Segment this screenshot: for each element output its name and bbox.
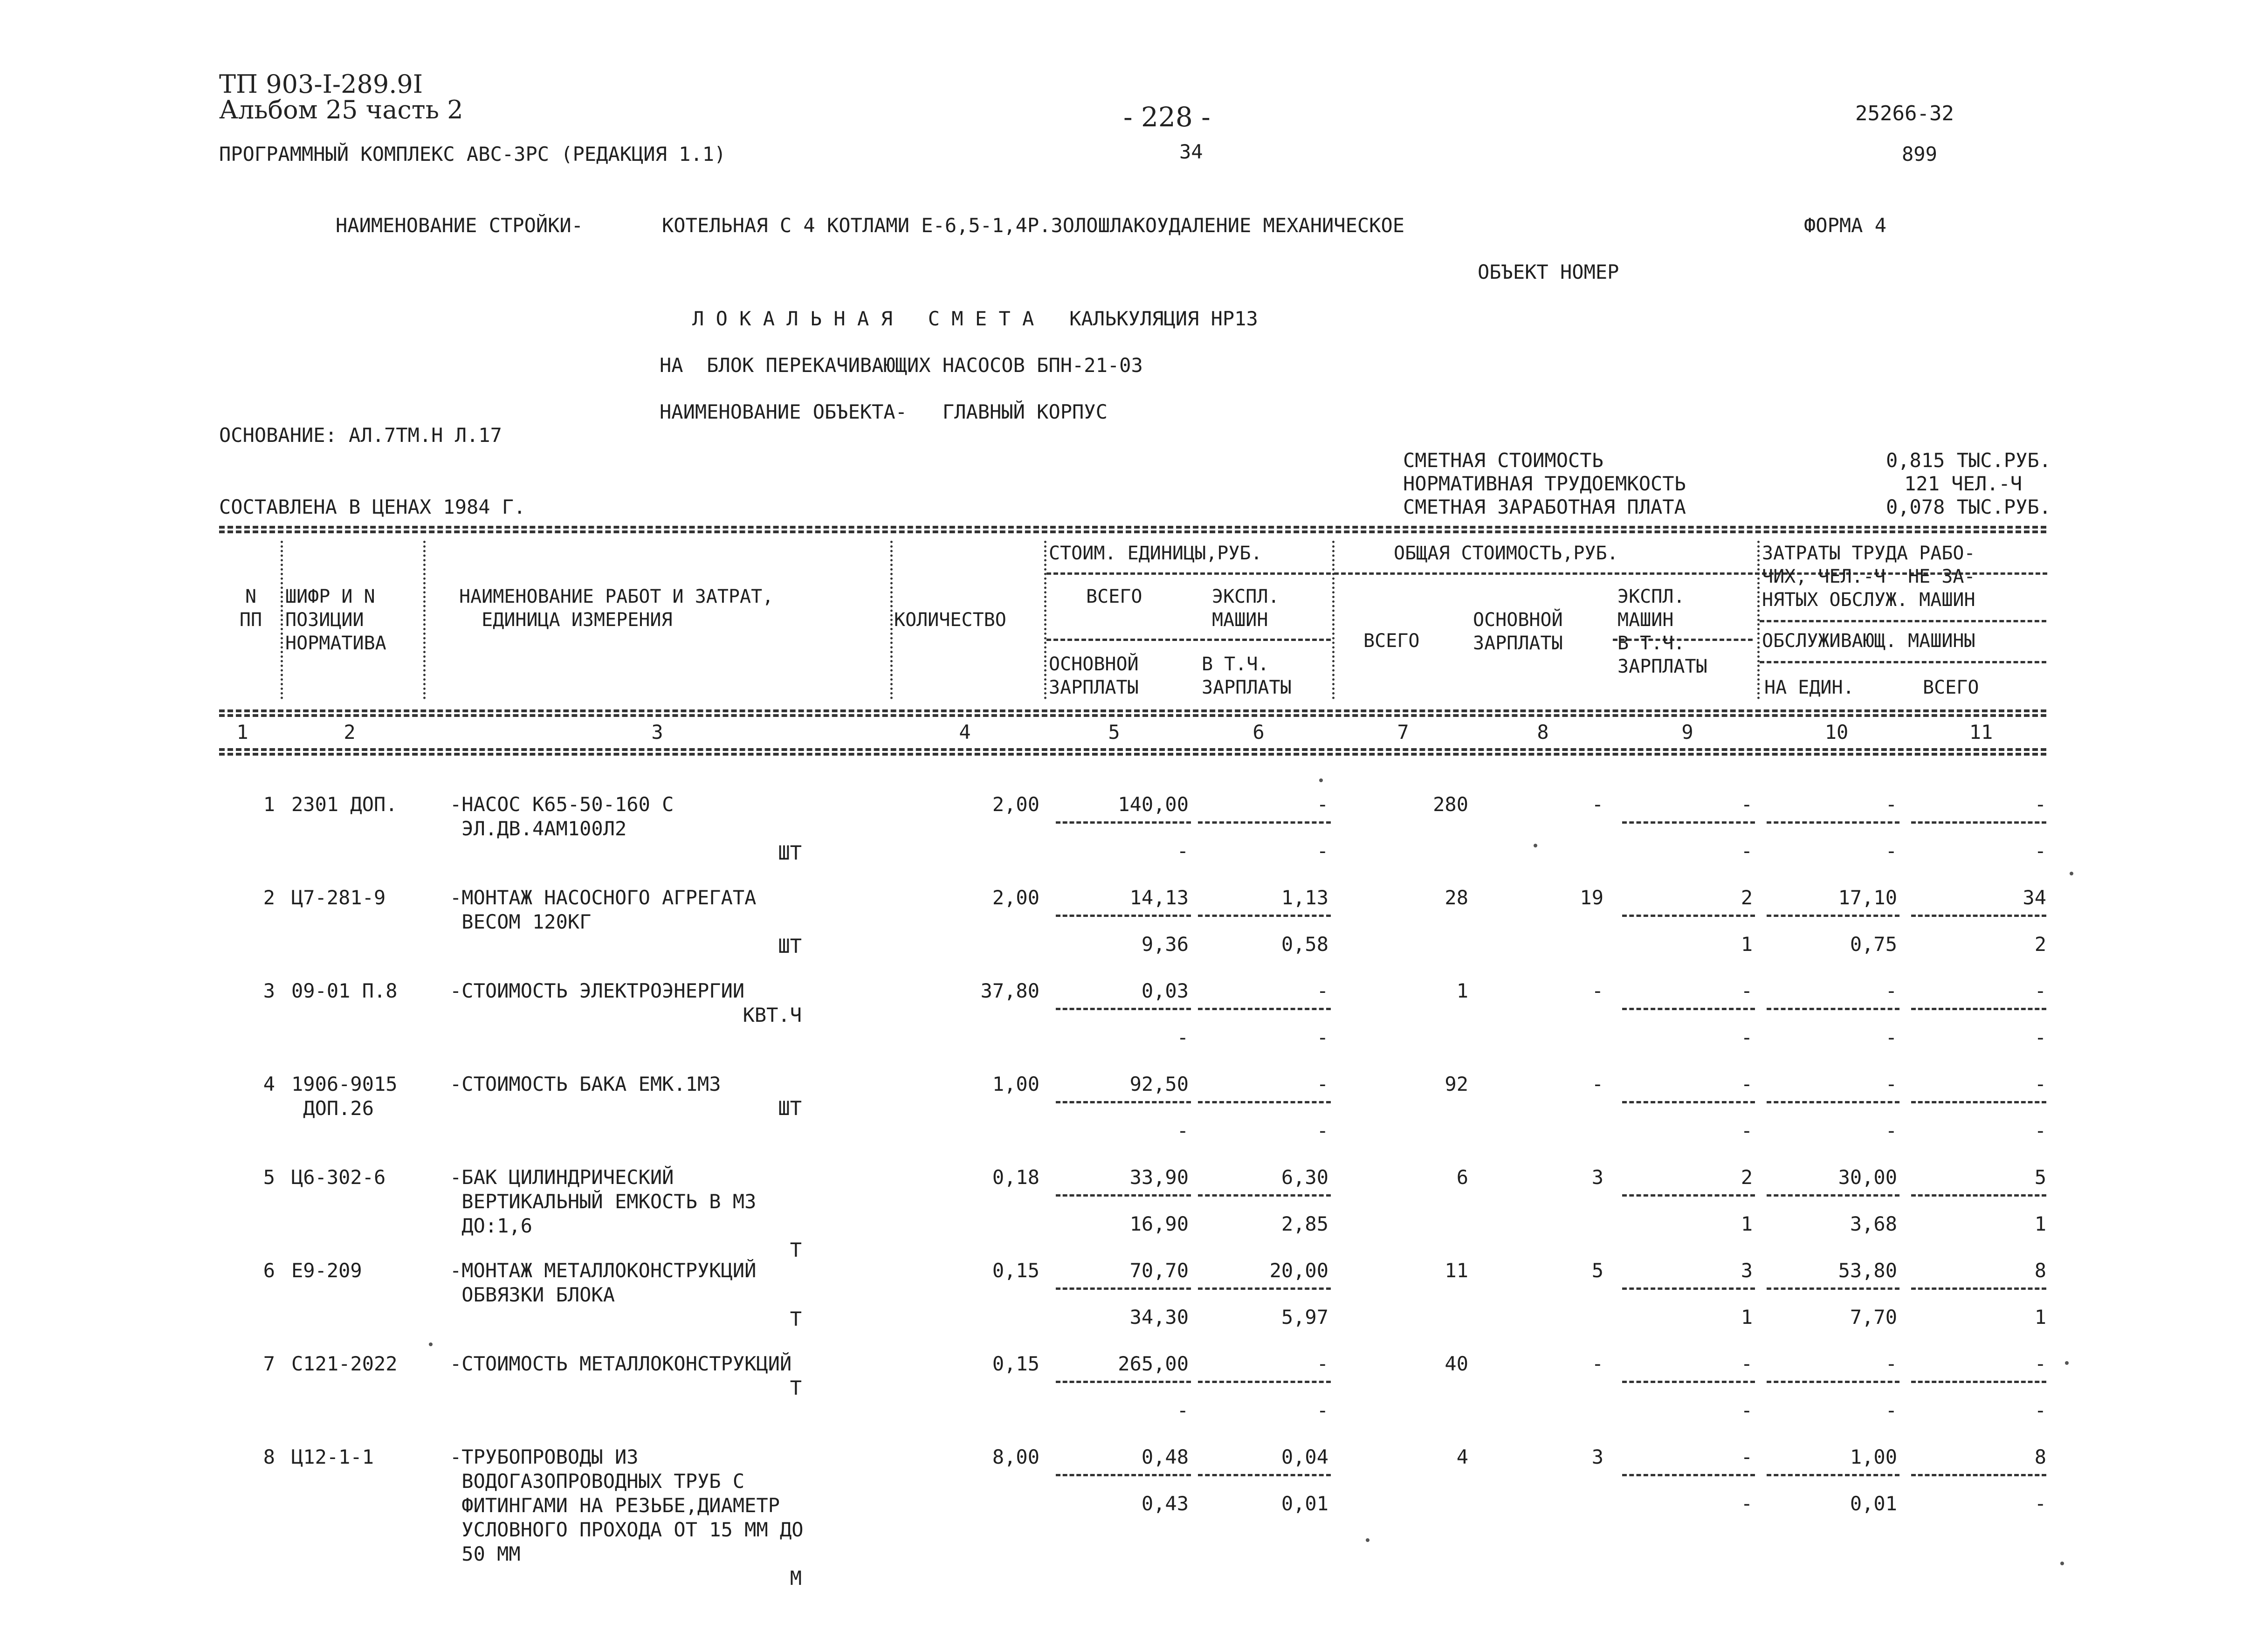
row-unit-machines: 1,13 [1281,886,1328,909]
column-numbers-rule [219,748,2046,751]
row-quantity: 2,00 [992,793,1039,816]
row-name: -НАСОС К65-50-160 С ЭЛ.ДВ.4АМ100Л2 [450,793,674,840]
cell-rule [1622,1194,1755,1197]
row-labor-total: 34 [2023,886,2046,909]
row-total: 92 [1445,1073,1468,1095]
row-name: -СТОИМОСТЬ ЭЛЕКТРОЭНЕРГИИ [450,979,745,1002]
column-numbers-rule-2 [219,753,2046,756]
sheet-number: 34 [1179,140,1203,163]
cell-rule [1056,1474,1191,1476]
row-number: 8 [263,1446,275,1468]
row-total-machines: - [1741,793,1753,816]
row-unit-total: 14,13 [1129,886,1189,909]
row-total: 11 [1445,1259,1468,1282]
cell-rule [1056,1008,1191,1010]
row-unit-total: 0,48 [1141,1446,1189,1468]
col-number: 6 [1252,721,1265,743]
row-unit-wages: 0,43 [1141,1492,1189,1515]
row-unit-machine-wages: - [1316,1399,1328,1422]
row-unit-machine-wages: - [1316,840,1328,862]
row-unit: ШТ [778,935,802,957]
program-name: ПРОГРАММНЫЙ КОМПЛЕКС АВС-3РС (РЕДАКЦИЯ 1.1) [219,143,726,165]
prices-year: СОСТАВЛЕНА В ЦЕНАХ 1984 Г. [219,496,526,518]
row-machine-wages: 1 [1741,1212,1753,1235]
col-header-6b: В Т.Ч. ЗАРПЛАТЫ [1202,654,1292,698]
row-total-machines: - [1741,1073,1753,1095]
col-number: 8 [1537,721,1549,743]
row-machine-wages: - [1741,1399,1753,1422]
row-labor-unit-machines: 0,75 [1850,933,1897,956]
col-header-name: НАИМЕНОВАНИЕ РАБОТ И ЗАТРАТ, ЕДИНИЦА ИЗМЕРЕНИЯ [459,586,774,631]
row-number: 1 [263,793,275,816]
row-labor-unit-machines: - [1885,1026,1897,1049]
row-quantity: 8,00 [992,1446,1039,1468]
row-machine-wages: - [1741,840,1753,862]
row-total-wages: - [1591,1352,1603,1375]
col-header-qty: КОЛИЧЕСТВО [894,609,1006,631]
row-unit-machines: 20,00 [1269,1259,1328,1282]
cell-rule [1767,1008,1899,1010]
row-labor-total: - [2034,979,2046,1002]
row-machine-wages: - [1741,1026,1753,1049]
summary-value-cost: 0,815 ТЫС.РУБ. [1885,449,2051,472]
col-divider [423,541,426,699]
col-number: 5 [1108,721,1120,743]
col-divider [281,541,283,699]
row-labor-unit: 1,00 [1850,1446,1897,1468]
cell-rule [1911,1101,2046,1103]
cell-rule [1056,1381,1191,1383]
col-number: 10 [1824,721,1849,743]
cell-rule [1198,1101,1331,1103]
col-header-5a: ВСЕГО [1086,586,1142,607]
row-unit-machine-wages: 0,01 [1281,1492,1328,1515]
row-labor-total: 5 [2034,1166,2046,1189]
cell-rule [1767,1474,1899,1476]
row-code: С121-2022 [291,1352,398,1375]
row-unit-machines: - [1316,979,1328,1002]
col-divider [1332,541,1335,699]
cell-rule [1056,915,1191,917]
row-code: 09-01 П.8 [291,979,398,1002]
col-header-labor-machines: ОБСЛУЖИВАЮЩ. МАШИНЫ [1762,630,1975,652]
row-labor-unit: 17,10 [1838,886,1897,909]
row-labor-unit-machines: 7,70 [1850,1306,1897,1328]
row-total-machines: 2 [1741,1166,1753,1189]
row-total-machines: - [1741,1352,1753,1375]
object-name: НАИМЕНОВАНИЕ ОБЪЕКТА- ГЛАВНЫЙ КОРПУС [660,400,1108,423]
col-header-11: ВСЕГО [1923,677,1979,698]
cell-rule [1622,1381,1755,1383]
cell-rule [1767,1381,1899,1383]
sheet-number-2: 899 [1902,143,1937,165]
cell-rule [1911,1474,2046,1476]
row-unit-wages: - [1177,1026,1189,1049]
row-labor-unit-machines: 3,68 [1850,1212,1897,1235]
row-quantity: 37,80 [980,979,1039,1002]
cell-rule [1198,1287,1331,1290]
col-number: 3 [651,721,663,743]
row-unit-total: 33,90 [1129,1166,1189,1189]
summary-label-wages: СМЕТНАЯ ЗАРАБОТНАЯ ПЛАТА [1403,496,1686,518]
col-number: 9 [1681,721,1693,743]
row-labor-unit-machines: - [1885,840,1897,862]
row-machine-wages: - [1741,1492,1753,1515]
row-total-wages: 3 [1591,1166,1603,1189]
cell-rule [1056,1287,1191,1290]
row-unit-wages: 34,30 [1129,1306,1189,1328]
scan-speck [429,1342,433,1346]
row-unit-total: 140,00 [1118,793,1189,816]
row-number: 2 [263,886,275,909]
row-labor-total-machines: 2 [2034,933,2046,956]
col-number: 7 [1397,721,1409,743]
row-total: 28 [1445,886,1468,909]
row-labor-unit-machines: - [1885,1399,1897,1422]
row-unit: ШТ [778,1097,802,1120]
row-labor-total-machines: 1 [2034,1212,2046,1235]
scan-speck [2070,872,2073,875]
row-code: Е9-209 [291,1259,362,1282]
row-number: 3 [263,979,275,1002]
row-code: 1906-9015 ДОП.26 [291,1073,398,1120]
row-labor-unit-machines: - [1885,1119,1897,1142]
row-unit-wages: - [1177,840,1189,862]
row-total-machines: - [1741,979,1753,1002]
row-total: 1 [1456,979,1468,1002]
col-header-7: ВСЕГО [1363,630,1420,652]
construction-name: КОТЕЛЬНАЯ С 4 КОТЛАМИ Е-6,5-1,4Р.ЗОЛОШЛАКОУДАЛЕНИЕ МЕХАНИЧЕСКОЕ [662,214,1405,237]
row-labor-total-machines: - [2034,1026,2046,1049]
scan-speck [1534,844,1537,847]
header-top-rule [219,526,2046,529]
cell-rule [1911,915,2046,917]
object-number-label: ОБЪЕКТ НОМЕР [1478,261,1619,283]
row-unit: Т [790,1377,802,1399]
row-labor-total-machines: - [2034,1119,2046,1142]
col-number: 1 [236,721,248,743]
header-top-rule-2 [219,530,2046,533]
row-unit-machine-wages: 0,58 [1281,933,1328,956]
row-number: 7 [263,1352,275,1375]
row-name: -БАК ЦИЛИНДРИЧЕСКИЙ ВЕРТИКАЛЬНЫЙ ЕМКОСТЬ В М3 ДО:1,6 [450,1166,757,1237]
cell-rule [1198,1194,1331,1197]
row-total-wages: 5 [1591,1259,1603,1282]
row-unit: ШТ [778,841,802,864]
row-name: -СТОИМОСТЬ БАКА ЕМК.1М3 [450,1073,721,1095]
row-unit-machine-wages: - [1316,1026,1328,1049]
cell-rule [1911,1381,2046,1383]
summary-label-cost: СМЕТНАЯ СТОИМОСТЬ [1403,449,1603,472]
row-total-machines: 2 [1741,886,1753,909]
col-header-code: ШИФР И N ПОЗИЦИИ НОРМАТИВА [285,586,386,654]
col-header-6a: ЭКСПЛ. МАШИН [1212,586,1280,631]
row-total-machines: 3 [1741,1259,1753,1282]
row-unit-wages: - [1177,1119,1189,1142]
row-unit-machine-wages: - [1316,1119,1328,1142]
row-labor-total: - [2034,793,2046,816]
row-labor-total: 8 [2034,1446,2046,1468]
cell-rule [1911,821,2046,824]
cell-rule [1911,1008,2046,1010]
cell-rule [1767,821,1899,824]
row-quantity: 0,15 [992,1259,1039,1282]
row-labor-total: - [2034,1073,2046,1095]
col-number: 11 [1969,721,1993,743]
col-header-labor: ЗАТРАТЫ ТРУДА РАБО- ЧИХ, ЧЕЛ.-Ч НЕ ЗА- НЯТЫХ ОБСЛУЖ. МАШИН [1762,543,1975,611]
row-name: -ТРУБОПРОВОДЫ ИЗ ВОДОГАЗОПРОВОДНЫХ ТРУБ С ФИТИНГАМИ НА РЕЗЬБЕ,ДИАМЕТР УСЛОВНОГО ПРОХОДА ОТ 15 ММ ДО 50 ММ [450,1446,804,1565]
row-labor-unit: 30,00 [1838,1166,1897,1189]
row-total: 40 [1445,1352,1468,1375]
page-number: - 228 - [1123,101,1211,133]
col-number: 2 [344,721,356,743]
row-total-wages: 3 [1591,1446,1603,1468]
row-name: -МОНТАЖ МЕТАЛЛОКОНСТРУКЦИЙ ОБВЯЗКИ БЛОКА [450,1259,757,1306]
row-unit-total: 92,50 [1129,1073,1189,1095]
scan-speck [1319,778,1323,782]
row-quantity: 0,18 [992,1166,1039,1189]
row-machine-wages: - [1741,1119,1753,1142]
row-labor-total: - [2034,1352,2046,1375]
row-machine-wages: 1 [1741,933,1753,956]
col-header-unit-cost: СТОИМ. ЕДИНИЦЫ,РУБ. [1049,543,1262,564]
row-unit-machine-wages: 2,85 [1281,1212,1328,1235]
col-header-9: ЭКСПЛ. МАШИН В Т.Ч. ЗАРПЛАТЫ [1617,586,1707,677]
construction-label: НАИМЕНОВАНИЕ СТРОЙКИ- [336,214,584,237]
row-labor-total-machines: 1 [2034,1306,2046,1328]
cell-rule [1767,1101,1899,1103]
estimate-subject: НА БЛОК ПЕРЕКАЧИВАЮЩИХ НАСОСОВ БПН-21-03 [660,354,1143,377]
cell-rule [1911,1287,2046,1290]
scan-speck [2065,1361,2069,1365]
row-quantity: 0,15 [992,1352,1039,1375]
cell-rule [1767,1287,1899,1290]
row-unit-machines: - [1316,793,1328,816]
summary-value-wages: 0,078 ТЫС.РУБ. [1885,496,2051,518]
col-header-total-cost: ОБЩАЯ СТОИМОСТЬ,РУБ. [1394,543,1618,564]
header-bottom-rule-2 [219,714,2046,717]
cell-rule [1622,1474,1755,1476]
col-header-n: N ПП [239,586,262,631]
row-number: 4 [263,1073,275,1095]
row-total-wages: - [1591,979,1603,1002]
row-labor-total: 8 [2034,1259,2046,1282]
row-total-wages: - [1591,793,1603,816]
row-unit: М [790,1567,802,1590]
row-labor-unit: - [1885,793,1897,816]
cell-rule [1622,1101,1755,1103]
row-machine-wages: 1 [1741,1306,1753,1328]
doc-ref: 25266-32 [1855,102,1954,125]
summary-label-labor: НОРМАТИВНАЯ ТРУДОЕМКОСТЬ [1403,472,1686,495]
row-total-wages: 19 [1580,886,1603,909]
cell-rule [1056,1101,1191,1103]
row-code: 2301 ДОП. [291,793,398,816]
row-unit-machines: 6,30 [1281,1166,1328,1189]
row-unit-total: 265,00 [1118,1352,1189,1375]
row-labor-total-machines: - [2034,840,2046,862]
scan-speck [1366,1538,1369,1542]
row-unit-wages: - [1177,1399,1189,1422]
basis-label: ОСНОВАНИЕ: АЛ.7ТМ.Н Л.17 [219,424,502,447]
row-code: Ц7-281-9 [291,886,386,909]
row-unit-wages: 9,36 [1141,933,1189,956]
row-unit-total: 0,03 [1141,979,1189,1002]
row-unit-total: 70,70 [1129,1259,1189,1282]
row-unit-machine-wages: 5,97 [1281,1306,1328,1328]
doc-code: ТП 903-I-289.9I [219,69,423,99]
scan-speck [2060,1562,2064,1565]
row-unit: КВТ.Ч [743,1004,802,1026]
cell-rule [1198,821,1331,824]
row-unit-machines: - [1316,1352,1328,1375]
summary-value-labor: 121 ЧЕЛ.-Ч [1904,472,2022,495]
row-total-wages: - [1591,1073,1603,1095]
row-labor-unit: - [1885,1352,1897,1375]
row-name: -МОНТАЖ НАСОСНОГО АГРЕГАТА ВЕСОМ 120КГ [450,886,757,933]
row-labor-total-machines: - [2034,1492,2046,1515]
col-header-10: НА ЕДИН. [1764,677,1854,698]
col-header-8: ОСНОВНОЙ ЗАРПЛАТЫ [1473,609,1563,654]
col-header-5b: ОСНОВНОЙ ЗАРПЛАТЫ [1049,654,1139,698]
header-bottom-rule [219,709,2046,712]
row-total: 6 [1456,1166,1468,1189]
row-unit: Т [790,1239,802,1261]
row-total: 280 [1433,793,1468,816]
col-divider [1044,541,1046,699]
cell-rule [1056,1194,1191,1197]
row-total-machines: - [1741,1446,1753,1468]
row-labor-unit-machines: 0,01 [1850,1492,1897,1515]
row-unit-machines: 0,04 [1281,1446,1328,1468]
row-name: -СТОИМОСТЬ МЕТАЛЛОКОНСТРУКЦИЙ [450,1352,792,1375]
row-code: Ц6-302-6 [291,1166,386,1189]
cell-rule [1767,915,1899,917]
row-code: Ц12-1-1 [291,1446,374,1468]
cell-rule [1622,1287,1755,1290]
cell-rule [1198,1008,1331,1010]
cell-rule [1767,1194,1899,1197]
row-total: 4 [1456,1446,1468,1468]
cell-rule [1622,821,1755,824]
row-labor-total-machines: - [2034,1399,2046,1422]
row-unit-machines: - [1316,1073,1328,1095]
row-unit: Т [790,1308,802,1330]
row-number: 5 [263,1166,275,1189]
cell-rule [1911,1194,2046,1197]
album-label: Альбом 25 часть 2 [219,95,463,124]
row-labor-unit: - [1885,979,1897,1002]
cell-rule [1622,915,1755,917]
row-labor-unit: - [1885,1073,1897,1095]
cell-rule [1198,1381,1331,1383]
cell-rule [1056,821,1191,824]
row-labor-unit: 53,80 [1838,1259,1897,1282]
document-title: Л О К А Л Ь Н А Я С М Е Т А КАЛЬКУЛЯЦИЯ НР13 [692,307,1258,330]
row-unit-wages: 16,90 [1129,1212,1189,1235]
row-number: 6 [263,1259,275,1282]
cell-rule [1198,1474,1331,1476]
row-quantity: 1,00 [992,1073,1039,1095]
col-number: 4 [959,721,971,743]
cell-rule [1622,1008,1755,1010]
row-quantity: 2,00 [992,886,1039,909]
form-label: ФОРМА 4 [1804,214,1887,237]
cell-rule [1198,915,1331,917]
col-divider [890,541,893,699]
